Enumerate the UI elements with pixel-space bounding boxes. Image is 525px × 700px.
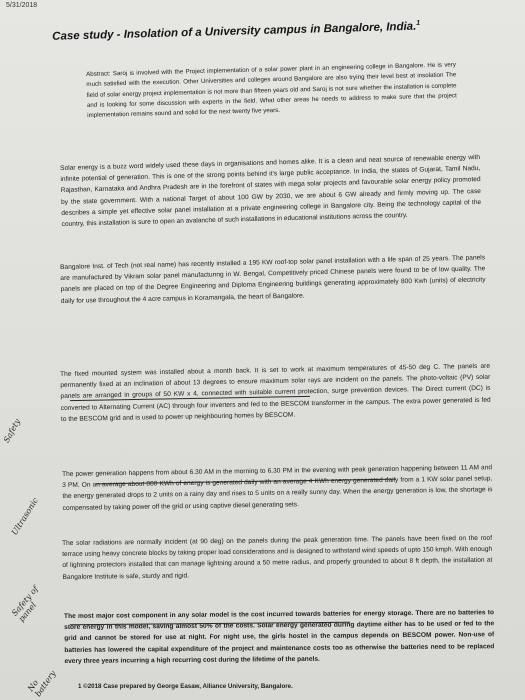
abstract-paragraph: Abstract: Saroj is involved with the Project implementation of a solar power plant in an engineering college in Bangalore. He is very much satisfied with the execution. Other Universities and colleges around Bangalore are also trying their level best at insolation The field of solar energy project implementation is not more than fifteen years old and Saroj is not sure whether the installation is complete and is looking for some discussion with experts in the field. What other areas he needs to address to make sure that the project implementation remains sound and solid for the next twenty five years. <box>86 61 457 120</box>
handwritten-note-no-battery: No battery <box>26 669 58 699</box>
title-text: Case study - Insolation of a University campus in Bangalore, India. <box>52 20 417 43</box>
footnote: 1 ©2018 Case prepared by George Easaw, Alliance University, Bangalore. <box>78 683 293 690</box>
body-paragraph-3: The fixed mounted system was installed about a month back. It is set to work at maximum temperatures of 45-50 deg C. The panels are permanently fixed at an inclination of about 13 degrees to ensure maximum solar rays are incident on the panels. The photo-voltaic (PV) solar panels are arranged in groups of 50 KW x 4, connected with suitable current protection, surge prevention devices. The Direct current (DC) is converted to Alternating Current (AC) through four inverters and fed to the BESCOM transformer in the campus. The extra power generated is fed to the BESCOM grid and is used to power up neighbouring homes by BESCOM. <box>60 362 491 423</box>
body-paragraph-5: The solar radiations are normally incident (at 90 deg) on the panels during the peak generation time. The panels have been fixed on the roof terrace using heavy concrete blocks by taking proper load considerations and is designed to withstand wind speeds of upto 150 kmph. With enough of lightning protectors installed that can manage lightning around a 50 metre radius, and properly grounded to about 8 ft depth, the installation at Bangalore Institute is safe, sturdy and rigid. <box>62 534 493 581</box>
body-paragraph-4: The power generation happens from about 6.30 AM in the morning to 6.30 PM in the evening with peak generation happening between 11 AM and 3 PM. On an average about 800 KWh of energy is generated daily with an average 4 KWh energy generated daily from a 1 KW solar panel setup, the energy generated drops to 2 units on a rainy day and rises to 5 units on a really sunny day. When the energy generation is low, the shortage is compensated by taking power off the grid or using captive diesel generating sets. <box>62 464 493 512</box>
handwritten-note-safety-of-panel: Safety of panel <box>10 584 41 624</box>
handwritten-note-safety: Safety <box>2 417 23 445</box>
title-footnote-mark: 1 <box>416 19 421 27</box>
handwritten-note-ultrasonic: Ultrasonic <box>10 496 41 537</box>
body-paragraph-1: Solar energy is a buzz word widely used these days in organisations and homes alike. It is a clean and neat source of renewable energy with infinite potential of generation. This is one of the strong points behind it's large public acceptance. In India, the states of Gujarat, Tamil Nadu, Rajasthan, Karnataka and Andhra Pradesh are in the forefront of states with mega solar projects and favourable solar energy policy promoted by the state government. With a national Target of about 100 GW by 2030, we are about 6 GW already and firmly moving up. The case describes a simple yet effective solar panel installation at a private engineering college in Bangalore city. Being the technology capital of the country, this installation is sure to open an avalanche of such installations in educational institutions across the country. <box>60 154 482 228</box>
body-paragraph-2: Bangalore Inst. of Tech (not real name) has recently installed a 195 KW roof-top solar panel installation with a life span of 25 years. The panels are manufactured by Vikram solar panel manufactunng in W. Bengal, Competitively priced Chinese panels were found to be of low quality. The panels are placed on top of the Degree Engineering and Diploma Engineering buildings generating approximately 800 Kwh (units) of electricity daily for use throughout the 4 acre campus in Koramangala, the heart of Bangalore. <box>60 254 486 305</box>
body-paragraph-6: The most major cost component in any solar model is the cost incurred towards batteries for energy storage. There are no batteries to store energy in this model, saving almost 50% of the costs. Solar energy generated during daytime either has to be used or fed to the grid and cannot be stored for use at night. For night use, the girls hostel in the campus depends on BESCOM power. Non-use of batteries has lowered the capital expenditure of the project and maintenance costs too as otherwise the batteries need to be replaced every three years incurring a high recurring cost during the lifetime of the panels. <box>64 609 495 665</box>
print-date: 5/31/2018 <box>6 2 38 9</box>
document-title <box>52 18 472 43</box>
